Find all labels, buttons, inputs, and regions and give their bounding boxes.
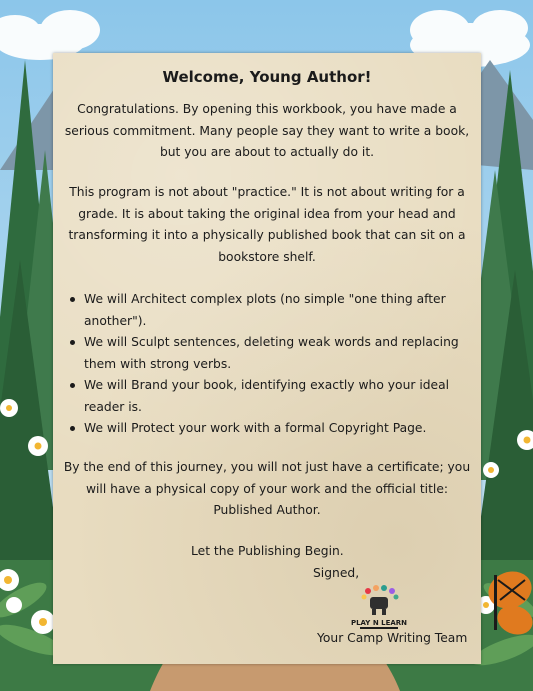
letter-page [53,53,481,664]
begin-line: Let the Publishing Begin. [191,544,344,558]
logo-text: PLAY N LEARN [350,619,408,627]
closing-paragraph: By the end of this journey, you will not just have a certificate; you will have a physical copy of your work and the official title: Published Author. [63,460,471,517]
list-item: We will Brand your book, identifying exactly who your ideal reader is. [67,375,477,418]
page-title: Welcome, Young Author! [162,68,372,86]
goals-list [67,289,477,440]
play-n-learn-logo [350,583,408,631]
list-item: We will Sculpt sentences, deleting weak words and replacing them with strong verbs. [67,332,477,375]
list-item: We will Architect complex plots (no simple "one thing after another"). [67,289,477,332]
team-signature: Your Camp Writing Team [317,631,468,645]
people-icon [362,585,399,615]
signed-line: Signed, [313,566,360,580]
intro-paragraph: Congratulations. By opening this workbook, you have made a serious commitment. Many people say they want to write a book, but you are about to actually do it. [64,102,470,159]
program-paragraph: This program is not about "practice." It is not about writing for a grade. It is about taking the original idea from your head and transforming it into a physically published book that can sit on a bookstore shelf. [68,185,466,264]
list-item: We will Protect your work with a formal Copyright Page. [67,418,477,440]
